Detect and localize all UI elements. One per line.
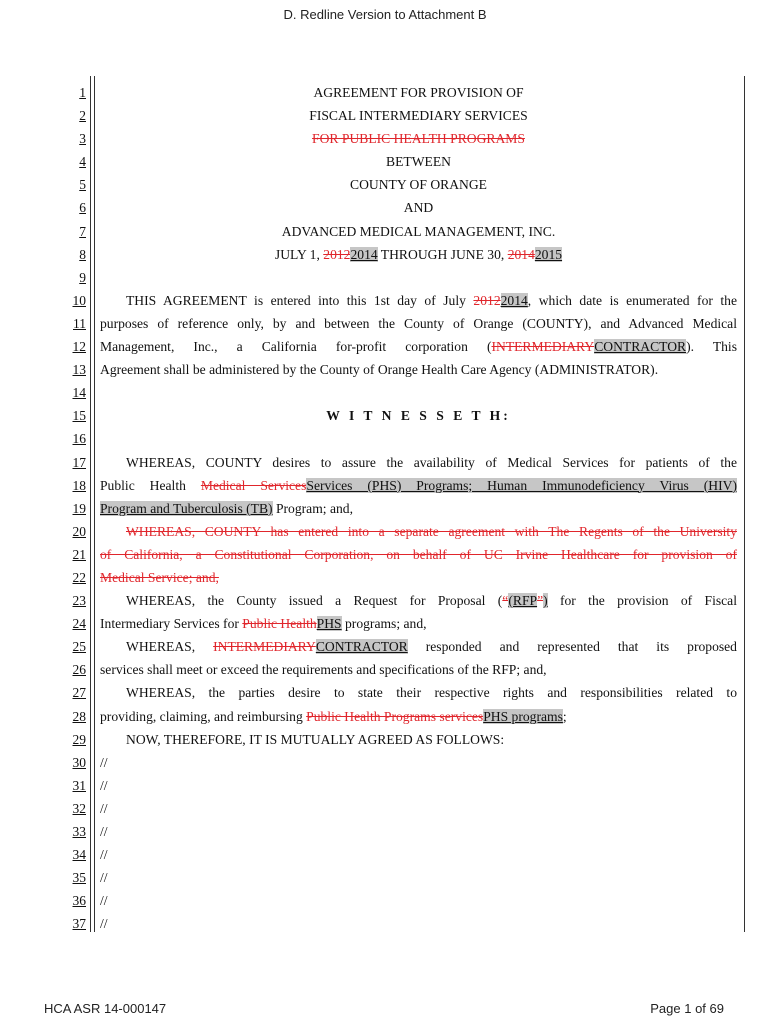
- deleted-text: 2012: [473, 292, 501, 308]
- text-run: WHEREAS, the parties desire to state their respective rights and responsibilities related to: [126, 685, 737, 701]
- text-run: //: [100, 916, 108, 932]
- line-number: 36: [72, 893, 86, 909]
- text-run: //: [100, 847, 108, 863]
- text-run: ADVANCED MEDICAL MANAGEMENT, INC.: [281, 223, 556, 239]
- text-run: JULY 1,: [274, 246, 324, 262]
- text-line: [100, 681, 737, 704]
- text-run: AND: [403, 200, 434, 216]
- line-number: 5: [79, 177, 86, 193]
- text-run: NOW, THEREFORE, IT IS MUTUALLY AGREED AS FOLLOWS:: [126, 731, 505, 747]
- text-line: [100, 427, 737, 450]
- text-line: [100, 566, 737, 589]
- line-number: 21: [72, 546, 86, 562]
- text-line: [100, 912, 737, 935]
- line-number-column: [54, 81, 86, 935]
- text-line: [100, 612, 737, 635]
- footer-page-number: Page 1 of 69: [650, 1001, 724, 1016]
- margin-rule-left-outer: [90, 76, 91, 932]
- line-number: 31: [72, 777, 86, 793]
- inserted-text: 2014: [350, 246, 378, 262]
- text-line: [100, 196, 737, 219]
- text-line: [100, 81, 737, 104]
- text-line: [100, 774, 737, 797]
- text-line: [100, 173, 737, 196]
- text-line: [100, 728, 737, 751]
- text-line: [100, 797, 737, 820]
- text-line: [100, 104, 737, 127]
- deleted-text: 2012: [323, 246, 351, 262]
- line-number: 13: [72, 362, 86, 378]
- text-run: //: [100, 754, 108, 770]
- line-number: 30: [72, 754, 86, 770]
- line-number: 22: [72, 569, 86, 585]
- text-run: ). This: [686, 339, 737, 355]
- text-run: providing, claiming, and reimbursing: [100, 708, 307, 724]
- deleted-text: of California, a Constitutional Corporation, on behalf of UC Irvine Healthcare for provision of: [100, 546, 737, 562]
- text-run: //: [100, 800, 108, 816]
- deleted-text: Medical Services: [200, 477, 307, 493]
- text-run: Agreement shall be administered by the County of Orange Health Care Agency (ADMINISTRATOR).: [100, 362, 659, 378]
- text-run: AGREEMENT FOR PROVISION OF: [313, 85, 524, 100]
- line-number: 29: [72, 731, 86, 747]
- line-number: 2: [79, 108, 86, 124]
- text-run: FISCAL INTERMEDIARY SERVICES: [309, 108, 528, 124]
- agreement-body: [100, 81, 737, 935]
- line-number: 25: [72, 639, 86, 655]
- text-run: //: [100, 777, 108, 793]
- text-line: [100, 404, 737, 427]
- text-run: Public Health: [100, 477, 201, 493]
- text-run: services shall meet or exceed the requirements and specifications of the RFP; and,: [100, 662, 547, 678]
- inserted-text: 2015: [534, 246, 563, 262]
- line-number: 32: [72, 800, 86, 816]
- inserted-text: CONTRACTOR: [594, 339, 687, 355]
- line-number: 17: [72, 454, 86, 470]
- inserted-text: PHS programs: [483, 708, 563, 724]
- text-line: [100, 843, 737, 866]
- line-number: 19: [72, 500, 86, 516]
- deleted-text: Medical Service; and,: [100, 569, 219, 585]
- line-number: 11: [73, 315, 86, 331]
- text-run: COUNTY OF ORANGE: [350, 177, 487, 193]
- text-run: Management, Inc., a California for-profit corporation (: [100, 339, 492, 355]
- line-number: 37: [72, 916, 86, 932]
- text-run: for the provision of Fiscal: [547, 593, 737, 609]
- deleted-text: WHEREAS, COUNTY has entered into a separate agreement with The Regents of the University: [126, 523, 737, 539]
- inserted-text: PHS: [316, 616, 342, 632]
- line-number: 12: [72, 339, 86, 355]
- inserted-text: 2014: [500, 292, 528, 308]
- text-line: [100, 243, 737, 266]
- text-line: [100, 635, 737, 658]
- line-number: 27: [72, 685, 86, 701]
- inserted-text: ): [543, 593, 548, 609]
- text-run: WHEREAS, the County issued a Request for Proposal (: [126, 593, 503, 609]
- line-number: 3: [79, 131, 86, 147]
- inserted-text: Program and Tuberculosis (TB): [100, 500, 273, 516]
- text-line: [100, 589, 737, 612]
- line-number: 23: [72, 593, 86, 609]
- deleted-text: Public Health: [242, 616, 317, 632]
- deleted-text: INTERMEDIARY: [213, 639, 316, 655]
- deleted-text: ”: [537, 593, 544, 609]
- deleted-text: Public Health Programs services: [306, 708, 484, 724]
- line-number: 26: [72, 662, 86, 678]
- inserted-text: (RFP: [508, 593, 538, 609]
- text-run: THIS AGREEMENT is entered into this 1st day of July: [126, 292, 474, 308]
- page-header: D. Redline Version to Attachment B: [283, 7, 487, 22]
- text-line: [100, 266, 737, 289]
- text-line: [100, 150, 737, 173]
- line-number: 16: [72, 431, 86, 447]
- text-run: purposes of reference only, by and between the County of Orange (COUNTY), and Advanced Medical: [100, 315, 737, 331]
- text-run: ;: [562, 708, 567, 724]
- line-number: 7: [79, 223, 86, 239]
- text-line: [100, 705, 737, 728]
- text-line: [100, 220, 737, 243]
- deleted-text: INTERMEDIARY: [491, 339, 595, 355]
- text-run: programs; and,: [341, 616, 427, 632]
- line-number: 1: [79, 85, 86, 100]
- text-run: THROUGH JUNE 30,: [377, 246, 508, 262]
- text-run: //: [100, 824, 108, 839]
- inserted-text: CONTRACTOR: [315, 639, 408, 655]
- text-run: WHEREAS, COUNTY desires to assure the availability of Medical Services for patients of the: [126, 454, 737, 470]
- text-run: //: [100, 893, 108, 909]
- line-number: 8: [79, 246, 86, 262]
- text-run: Program; and,: [272, 500, 353, 516]
- text-run: , which date is enumerated for the: [527, 292, 738, 308]
- line-number: 34: [72, 847, 86, 863]
- text-line: [100, 543, 737, 566]
- text-line: [100, 497, 737, 520]
- text-line: [100, 866, 737, 889]
- line-number: 24: [72, 616, 86, 632]
- text-line: [100, 658, 737, 681]
- text-line: [100, 127, 737, 150]
- margin-rule-right: [744, 76, 745, 932]
- text-line: [100, 381, 737, 404]
- text-line: [100, 751, 737, 774]
- line-number: 15: [72, 408, 86, 424]
- text-run: WHEREAS,: [126, 639, 214, 655]
- text-run: Intermediary Services for: [100, 616, 243, 632]
- text-line: [100, 289, 737, 312]
- line-number: 6: [79, 200, 86, 216]
- text-line: [100, 451, 737, 474]
- inserted-text: Services (PHS) Programs; Human Immunodeficiency Virus (HIV): [306, 477, 737, 493]
- text-run: W I T N E S S E T H:: [326, 408, 511, 424]
- line-number: 20: [72, 523, 86, 539]
- line-number: 4: [79, 154, 86, 170]
- line-number: 9: [79, 269, 86, 285]
- line-number: 33: [72, 824, 86, 839]
- text-line: [100, 889, 737, 912]
- text-line: [100, 312, 737, 335]
- text-run: BETWEEN: [386, 154, 451, 170]
- text-line: [100, 520, 737, 543]
- margin-rule-left-inner: [94, 76, 95, 932]
- text-line: [100, 820, 737, 843]
- deleted-text: FOR PUBLIC HEALTH PROGRAMS: [312, 131, 525, 147]
- line-number: 10: [72, 292, 86, 308]
- footer-document-id: HCA ASR 14-000147: [44, 1001, 167, 1016]
- line-number: 28: [72, 708, 86, 724]
- text-run: responded and represented that its proposed: [407, 639, 737, 655]
- deleted-text: “: [502, 593, 509, 609]
- line-number: 35: [72, 870, 86, 886]
- line-number: 14: [72, 385, 86, 401]
- text-run: //: [100, 870, 108, 886]
- text-line: [100, 335, 737, 358]
- text-line: [100, 358, 737, 381]
- deleted-text: 2014: [507, 246, 535, 262]
- text-line: [100, 474, 737, 497]
- line-number: 18: [72, 477, 86, 493]
